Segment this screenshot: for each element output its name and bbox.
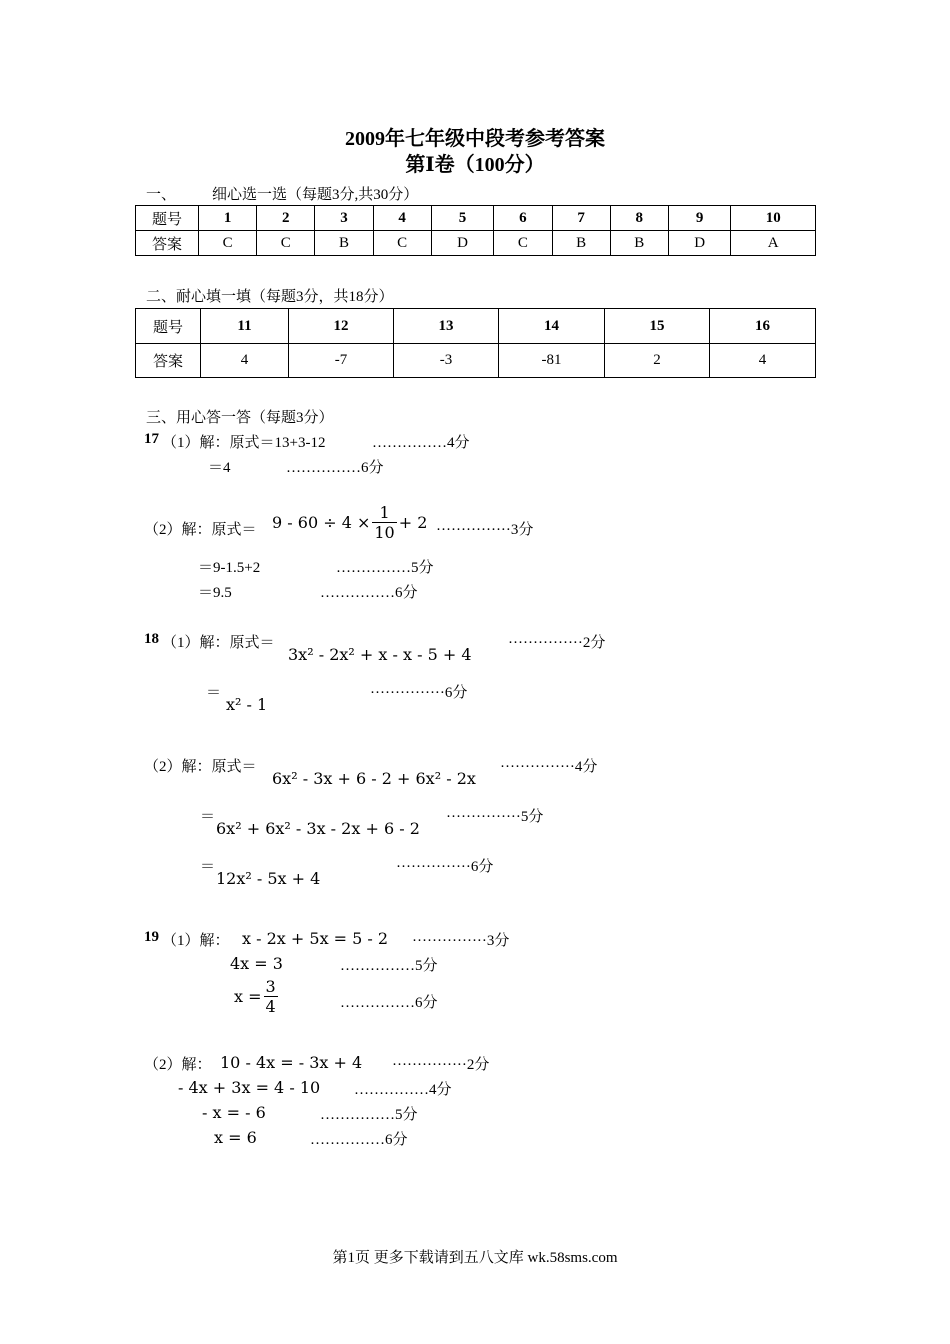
- score-dots: ···············6分: [370, 685, 468, 701]
- fraction: [264, 977, 278, 1016]
- table-cell: 1: [199, 206, 257, 231]
- question-number: 17: [144, 431, 159, 447]
- q17-part1-line1: （1）解：原式＝13+3-12: [162, 435, 326, 451]
- expr-part: x =: [234, 987, 262, 1006]
- score-dots: ……………6分: [320, 585, 418, 601]
- section1-heading: 细心选一选（每题3分,共30分）: [212, 187, 419, 203]
- fraction: [372, 503, 396, 542]
- row-label: 题号: [136, 206, 199, 231]
- fraction-denominator: 4: [265, 997, 276, 1016]
- table-cell: D: [431, 231, 494, 256]
- table-cell: 9: [668, 206, 731, 231]
- table-cell: 3: [315, 206, 373, 231]
- fraction-numerator: 1: [372, 503, 396, 523]
- table-cell: -3: [394, 344, 499, 378]
- score-dots: ···············5分: [446, 809, 544, 825]
- table-cell: 14: [499, 309, 605, 344]
- question-number: 19: [144, 929, 159, 945]
- table-cell: 13: [394, 309, 499, 344]
- q17-part2-line3: ＝9.5: [198, 585, 232, 601]
- table-cell: 2: [257, 206, 315, 231]
- table-cell: C: [494, 231, 552, 256]
- score-dots: ···············3分: [412, 933, 510, 949]
- table-cell: 12: [289, 309, 394, 344]
- table-cell: 4: [710, 344, 816, 378]
- q19-part2-result: x = 6: [214, 1128, 257, 1147]
- table-cell: 4: [373, 206, 431, 231]
- score-dots: ···············3分: [436, 522, 534, 538]
- table-row: [136, 309, 816, 344]
- expr-part: 9 - 60 ÷ 4 ×: [272, 513, 371, 532]
- table-cell: 10: [731, 206, 816, 231]
- score-dots: ···············2分: [508, 635, 606, 651]
- table-cell: -81: [499, 344, 605, 378]
- section1-label: 一、: [146, 187, 177, 203]
- q19-part2-step2: - 4x + 3x = 4 - 10: [178, 1078, 321, 1097]
- row-label: 答案: [136, 344, 201, 378]
- table-cell: B: [610, 231, 668, 256]
- q17-part2-expression: [272, 503, 427, 542]
- table-cell: C: [373, 231, 431, 256]
- table-cell: 8: [610, 206, 668, 231]
- table-cell: 11: [201, 309, 289, 344]
- section2-heading: 二、耐心填一填（每题3分，共18分）: [146, 289, 394, 305]
- expr-part: + 2: [398, 513, 428, 532]
- equals-sign: ＝: [206, 685, 222, 701]
- score-dots: ……………4分: [372, 435, 470, 451]
- equals-sign: ＝: [200, 809, 216, 825]
- table-row: [136, 206, 816, 231]
- score-dots: ···············2分: [392, 1057, 490, 1073]
- table-cell: 7: [552, 206, 610, 231]
- table-cell: 5: [431, 206, 494, 231]
- table-cell: C: [257, 231, 315, 256]
- row-label: 题号: [136, 309, 201, 344]
- page-title: 2009年七年级中段考参考答案: [345, 128, 605, 150]
- table-cell: B: [552, 231, 610, 256]
- table-cell: D: [668, 231, 731, 256]
- page-footer: 第1页 更多下载请到五八文库 wk.58sms.com: [332, 1250, 618, 1266]
- score-dots: ……………6分: [340, 995, 438, 1011]
- fraction-denominator: 10: [374, 523, 395, 542]
- q18-part2-result: 12x² - 5x + 4: [216, 869, 321, 888]
- q17-part2-line2: ＝9-1.5+2: [198, 560, 261, 576]
- row-label: 答案: [136, 231, 199, 256]
- page-subtitle: 第Ⅰ卷（100分）: [405, 154, 545, 176]
- equals-sign: ＝: [200, 859, 216, 875]
- q18-part2-expression: 6x² - 3x + 6 - 2 + 6x² - 2x: [272, 769, 476, 788]
- score-dots: ……………5分: [336, 560, 434, 576]
- fraction-numerator: 3: [265, 977, 276, 996]
- q19-part2-prefix: （2）解：: [144, 1057, 212, 1073]
- score-dots: ···············6分: [396, 859, 494, 875]
- q19-part1-step2: 4x = 3: [230, 954, 283, 973]
- table-cell: 4: [201, 344, 289, 378]
- q18-part2-prefix: （2）解：原式＝: [144, 759, 257, 775]
- table-cell: 6: [494, 206, 552, 231]
- q17-part2-prefix: （2）解：原式＝: [144, 522, 257, 538]
- table-cell: 16: [710, 309, 816, 344]
- table-cell: C: [199, 231, 257, 256]
- choice-answer-table: [135, 205, 816, 256]
- score-dots: ……………4分: [354, 1082, 452, 1098]
- table-cell: 2: [605, 344, 710, 378]
- q17-part1-line2: ＝4: [208, 460, 231, 476]
- q19-part1-step1: x - 2x + 5x = 5 - 2: [242, 929, 389, 948]
- score-dots: ……………6分: [310, 1132, 408, 1148]
- score-dots: ……………5分: [320, 1107, 418, 1123]
- fill-answer-table: [135, 308, 816, 378]
- table-cell: -7: [289, 344, 394, 378]
- score-dots: ……………5分: [340, 958, 438, 974]
- score-dots: ……………6分: [286, 460, 384, 476]
- q19-part2-step1: 10 - 4x = - 3x + 4: [220, 1053, 363, 1072]
- table-cell: B: [315, 231, 373, 256]
- q18-part1-prefix: （1）解：原式＝: [162, 635, 275, 651]
- score-dots: ···············4分: [500, 759, 598, 775]
- table-cell: 15: [605, 309, 710, 344]
- table-cell: A: [731, 231, 816, 256]
- question-number: 18: [144, 631, 159, 647]
- q18-part2-step2: 6x² + 6x² - 3x - 2x + 6 - 2: [216, 819, 420, 838]
- q18-part1-result: x² - 1: [226, 695, 268, 714]
- q19-part1-result: [234, 977, 278, 1016]
- q19-part2-step3: - x = - 6: [202, 1103, 266, 1122]
- section3-heading: 三、用心答一答（每题3分）: [146, 410, 334, 426]
- table-row: [136, 231, 816, 256]
- q19-part1-prefix: （1）解：: [162, 933, 230, 949]
- table-row: [136, 344, 816, 378]
- q18-part1-expression: 3x² - 2x² + x - x - 5 + 4: [288, 645, 472, 664]
